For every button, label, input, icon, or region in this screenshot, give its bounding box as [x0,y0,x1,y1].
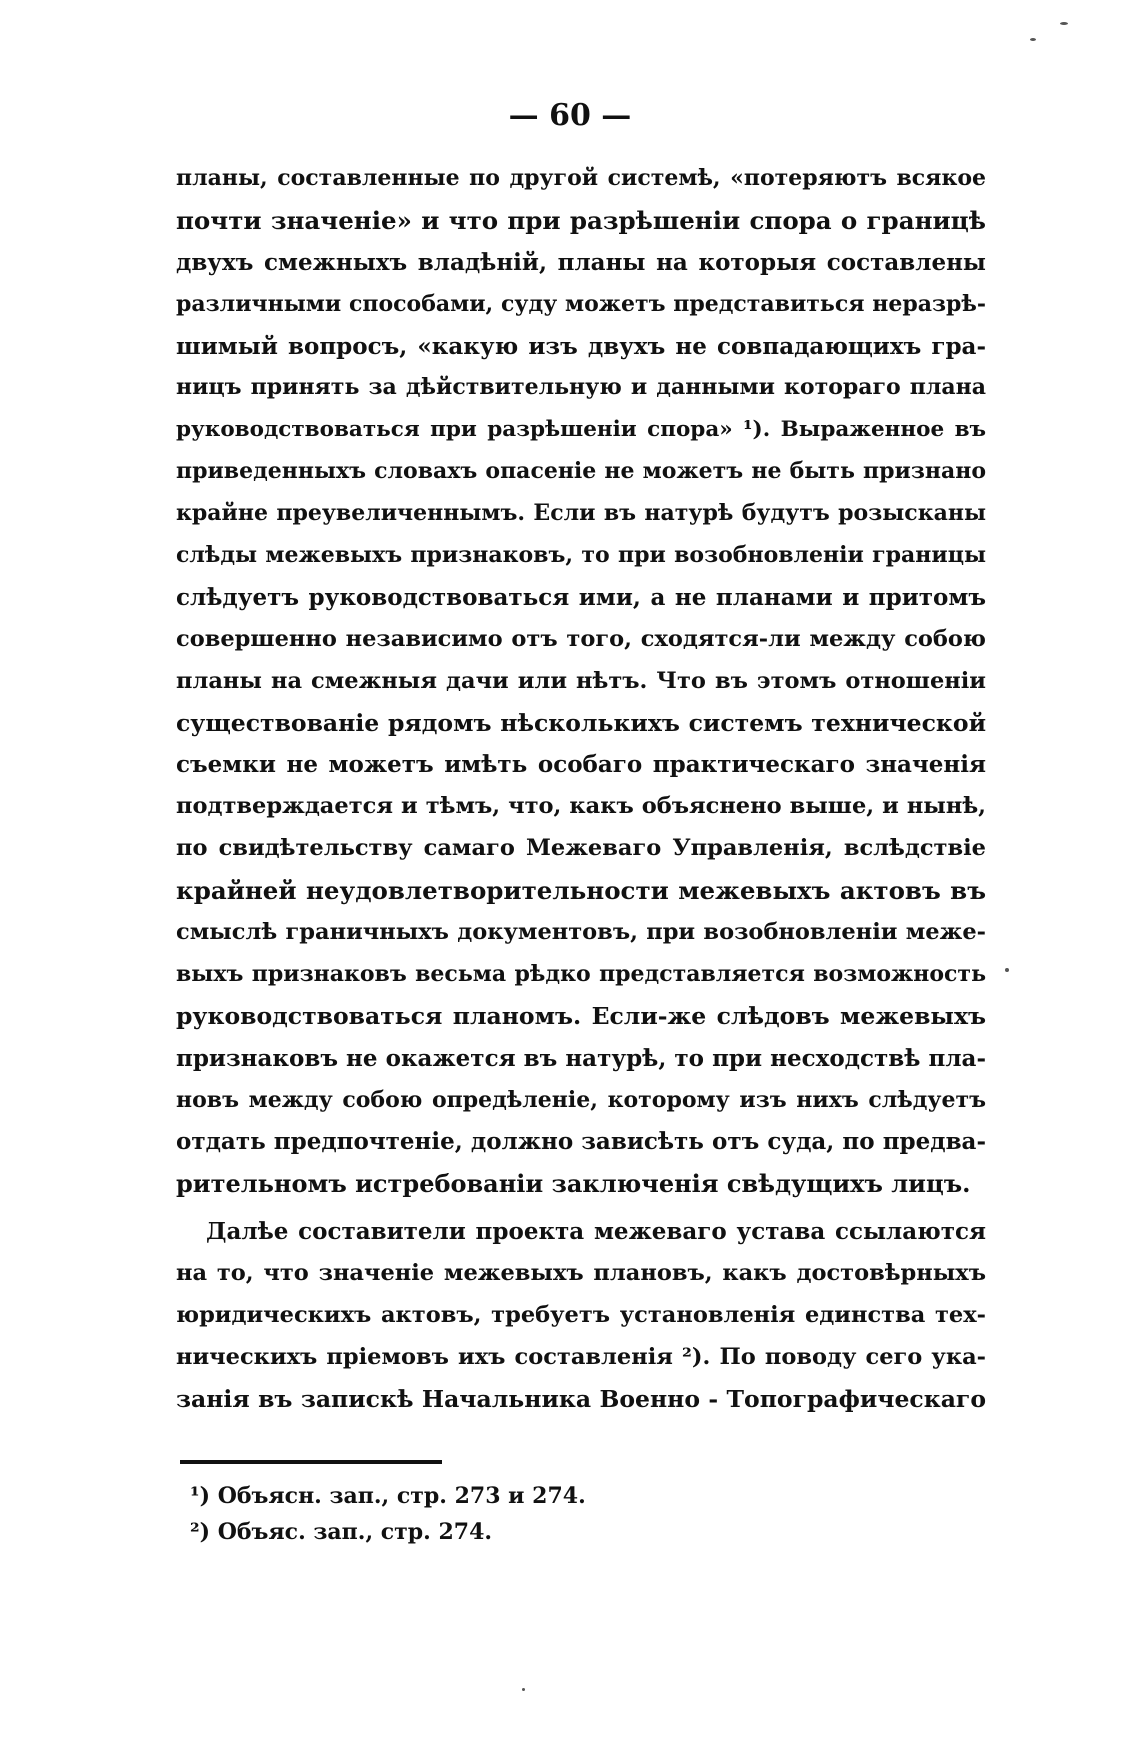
text-line: крайне преувеличеннымъ. Если въ натурѣ будутъ розысканы [176,500,986,527]
text-line: существованіе рядомъ нѣсколькихъ системъ технической [176,708,986,737]
text-line: руководствоваться планомъ. Если-же слѣдовъ межевыхъ [176,1001,986,1030]
footnote-rule [180,1460,442,1464]
text-line: слѣдуетъ руководствоваться ими, а не планами и притомъ [176,583,986,611]
text-line: на то, что значеніе межевыхъ плановъ, какъ достовѣрныхъ [176,1260,986,1287]
text-line: двухъ смежныхъ владѣній, планы на которыя составлены [176,248,986,276]
text-line: планы на смежныя дачи или нѣтъ. Что въ этомъ отношеніи [176,667,986,694]
text-line: съемки не можетъ имѣть особаго практическаго значенія [176,751,986,779]
text-line: различными способами, суду можетъ представиться неразрѣ- [176,290,986,317]
text-line: рительномъ истребованіи заключенія свѣдущихъ лицъ. [176,1169,971,1199]
text-line: планы, составленные по другой системѣ, «потеряютъ всякое [176,165,986,191]
text-line: признаковъ не окажется въ натурѣ, то при несходствѣ пла- [176,1044,986,1072]
text-line: смыслѣ граничныхъ документовъ, при возобновленіи меже- [176,919,986,946]
scan-speck [1005,968,1009,972]
text-line: руководствоваться при разрѣшеніи спора» ¹). Выраженное въ [176,417,986,443]
scan-speck [522,1688,525,1691]
text-line: занія въ запискѣ Начальника Военно - Топографическаго [176,1384,986,1413]
text-line: выхъ признаковъ весьма рѣдко представляется возможность [176,960,986,987]
scan-speck [1030,38,1036,41]
text-line: юридическихъ актовъ, требуетъ установленія единства тех- [176,1302,986,1329]
footnote: ¹) Объясн. зап., стр. 273 и 274. [190,1483,586,1509]
text-line: новъ между собою опредѣленіе, которому изъ нихъ слѣдуетъ [176,1086,986,1113]
text-line: совершенно независимо отъ того, сходятся-ли между собою [176,625,986,652]
body-text [176,158,986,1421]
text-line: шимый вопросъ, «какую изъ двухъ не совпадающихъ гра- [176,332,986,360]
text-line: ническихъ пріемовъ ихъ составленія ²). По поводу сего ука- [176,1343,986,1370]
footnote: ²) Объяс. зап., стр. 274. [190,1519,493,1545]
text-line: почти значеніе» и что при разрѣшеніи спора о границѣ [176,205,986,235]
page-number: — 60 — [508,98,632,133]
text-line: отдать предпочтеніе, должно зависѣть отъ суда, по предва- [176,1128,986,1156]
scan-speck [1060,22,1068,25]
text-line: подтверждается и тѣмъ, что, какъ объяснено выше, и нынѣ, [176,793,986,820]
text-line: приведенныхъ словахъ опасеніе не можетъ не быть признано [176,458,986,485]
text-line: ницъ принять за дѣйствительную и данными котораго плана [176,374,986,401]
text-line: крайней неудовлетворительности межевыхъ актовъ въ [176,876,986,906]
text-line: по свидѣтельству самаго Межеваго Управленія, вслѣдствіе [176,835,986,862]
text-line: слѣды межевыхъ признаковъ, то при возобновленіи границы [176,542,986,569]
footnotes [190,1478,586,1550]
text-line: Далѣе составители проекта межеваго устава ссылаются [206,1218,986,1246]
